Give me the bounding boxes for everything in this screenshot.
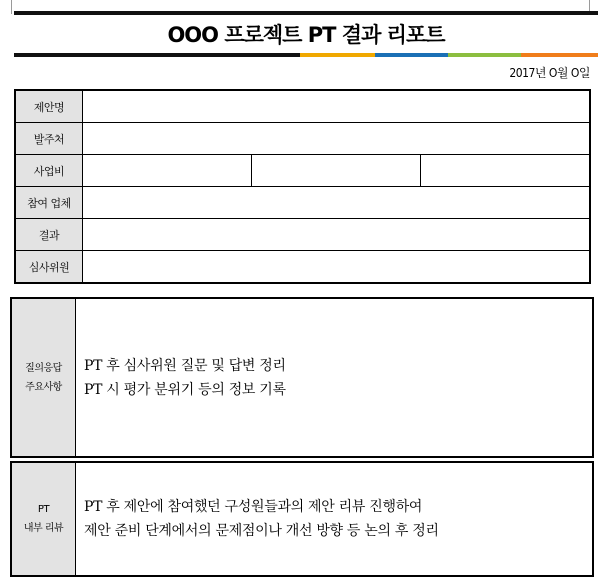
qa-summary-line-2: PT 시 평가 분위기 등의 정보 기록 [84, 381, 286, 398]
table-row [15, 187, 590, 219]
qa-summary-label-line-1: 질의응답 [25, 362, 62, 374]
qa-summary-line-1: PT 후 심사위원 질문 및 답변 정리 [84, 357, 286, 374]
internal-review-label-line-1: PT [37, 504, 50, 515]
budget-value-1[interactable] [83, 155, 252, 187]
judges-value[interactable] [83, 251, 591, 284]
qa-summary-label [12, 299, 76, 456]
budget-value-2[interactable] [252, 155, 421, 187]
header-rule-black [14, 53, 300, 57]
header-top-rule [14, 11, 598, 15]
row-label-budget: 사업비 [15, 155, 83, 187]
row-label-client: 발주처 [15, 123, 83, 155]
qa-summary-label-line-2: 주요사항 [25, 381, 62, 393]
table-row [15, 90, 590, 123]
proposal-name-value[interactable] [83, 90, 591, 123]
qa-summary-content[interactable] [76, 299, 592, 456]
page-title: OOO 프로젝트 PT 결과 리포트 [167, 23, 445, 47]
row-label-judges: 심사위원 [15, 251, 83, 284]
row-label-proposal-name: 제안명 [15, 90, 83, 123]
participants-value[interactable] [83, 187, 591, 219]
header-rule-green [448, 53, 521, 57]
project-info-table [14, 89, 591, 284]
internal-review-label [12, 463, 76, 575]
header-rule-blue [375, 53, 448, 57]
table-row [15, 123, 590, 155]
table-row [15, 251, 590, 284]
internal-review-line-1: PT 후 제안에 참여했던 구성원들과의 제안 리뷰 진행하여 [84, 499, 423, 515]
page-corner-mark-left [11, 0, 12, 14]
qa-summary-section [10, 297, 594, 458]
internal-review-label-line-2: 내부 리뷰 [23, 523, 64, 534]
row-label-result: 결과 [15, 219, 83, 251]
header-rule-yellow [300, 53, 375, 57]
table-row [15, 219, 590, 251]
budget-value-3[interactable] [421, 155, 590, 187]
internal-review-content[interactable] [76, 463, 592, 575]
internal-review-section [10, 461, 594, 577]
header-rule-orange [521, 53, 598, 57]
result-value[interactable] [83, 219, 591, 251]
row-label-participants: 참여 업체 [15, 187, 83, 219]
client-value[interactable] [83, 123, 591, 155]
report-date: 2017년 O월 O일 [509, 66, 590, 80]
internal-review-line-2: 제안 준비 단계에서의 문제점이나 개선 방향 등 논의 후 정리 [84, 523, 439, 539]
table-row [15, 155, 590, 187]
